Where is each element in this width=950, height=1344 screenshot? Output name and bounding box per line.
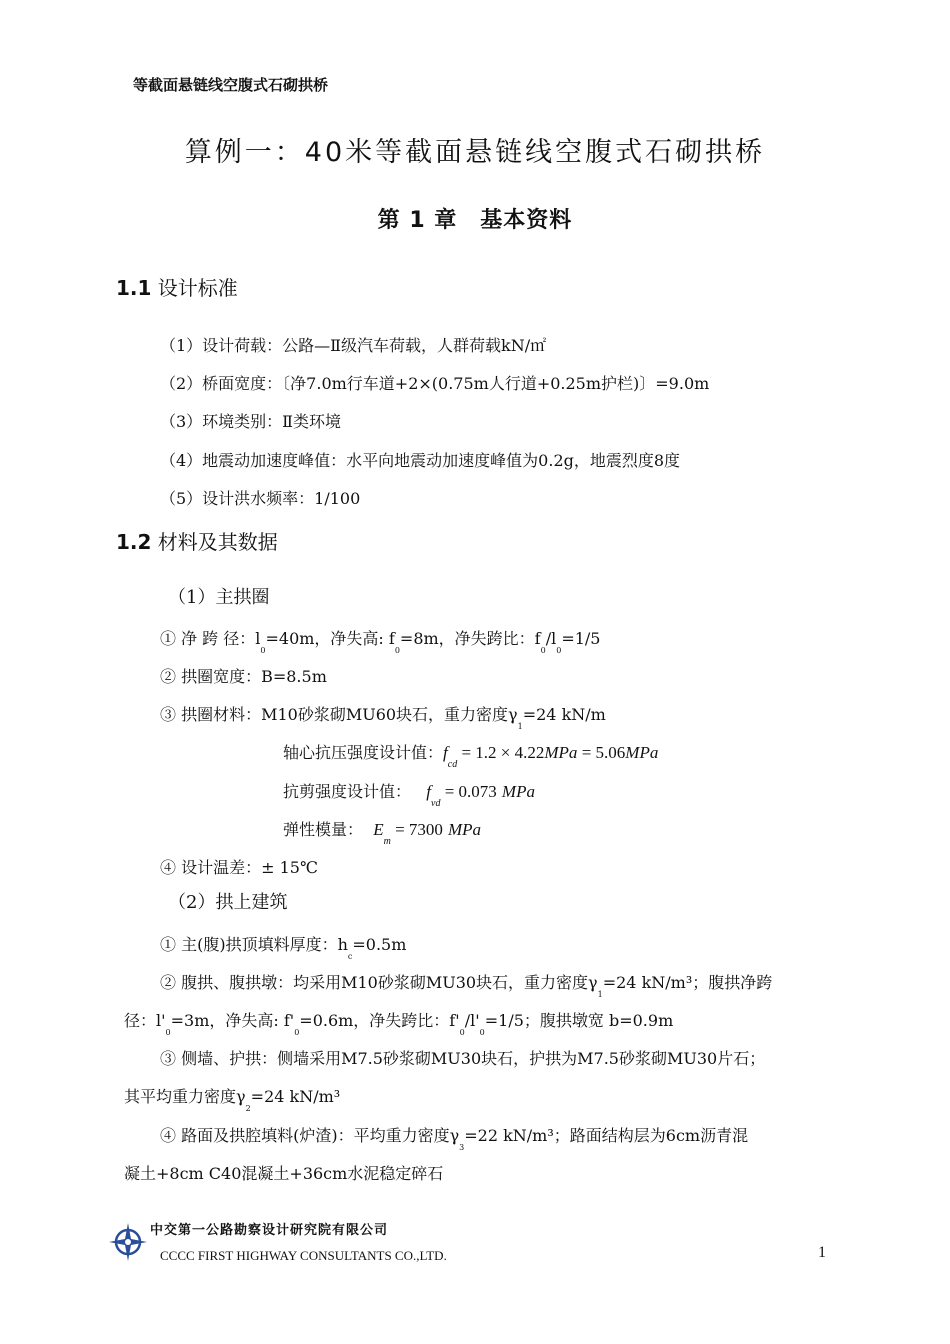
standard-item-3: （3）环境类别：Ⅱ类环境 xyxy=(160,412,342,431)
side-wall-density-line: 其平均重力密度$\gamma_2=24$ kN/m³ xyxy=(124,1087,341,1113)
arch-width-line: ② 拱圈宽度：B=8.5m xyxy=(160,667,327,686)
web-arch-line: ② 腹拱、腹拱墩：均采用M10砂浆砌MU30块石，重力密度$\gamma_1=24$ kN/m³；腹拱净跨 xyxy=(160,973,773,999)
standard-item-2: （2）桥面宽度：〔净7.0m行车道+2×(0.75m人行道+0.25m护栏)〕=9.0m xyxy=(160,374,710,393)
subheading-main-arch: （1）主拱圈 xyxy=(168,587,270,608)
chapter-heading: 第 1 章 基本资料 xyxy=(377,208,573,233)
section-heading-1-2: 1.2 材料及其数据 xyxy=(116,530,278,554)
em-formula: 弹性模量： $E_m = 7300$ MPa xyxy=(283,820,482,847)
arch-material-line: ③ 拱圈材料：M10砂浆砌MU60块石，重力密度$\gamma_1=24$ kN/m xyxy=(160,705,606,731)
page-number: 1 xyxy=(818,1244,826,1261)
standard-item-5: （5）设计洪水频率：1/100 xyxy=(160,489,361,508)
running-header: 等截面悬链线空腹式石砌拱桥 xyxy=(133,76,329,94)
standard-item-4: （4）地震动加速度峰值：水平向地震动加速度峰值为0.2g，地震烈度8度 xyxy=(160,451,681,470)
fvd-formula: 抗剪强度设计值： $f_{vd} = 0.073$ MPa xyxy=(283,782,535,809)
subheading-superstructure: （2）拱上建筑 xyxy=(168,892,288,913)
fcd-formula: 轴心抗压强度设计值：$f_{cd} = 1.2 \times 4.22MPa = 5.06MPa$ xyxy=(283,743,659,770)
company-name-en: CCCC FIRST HIGHWAY CONSULTANTS CO.,LTD. xyxy=(160,1248,447,1263)
section-heading-1-1: 1.1 设计标准 xyxy=(116,276,238,300)
arch-span-line: ① 净 跨 径：$l_0=40m$，净失高: $f_0=8m$，净失跨比：$f_0/l_0=1/5$ xyxy=(160,629,601,655)
road-structure-line: 凝土+8cm C40混凝土+36cm水泥稳定碎石 xyxy=(124,1164,444,1183)
compass-star-logo-icon xyxy=(108,1222,148,1262)
company-name-cn: 中交第一公路勘察设计研究院有限公司 xyxy=(150,1223,389,1238)
web-arch-span-line: 径：$l'_0=3m$，净失高: $f'_0=0.6m$，净失跨比：$f'_0/l'_0=1/5$；腹拱墩宽 b=0.9m xyxy=(124,1011,674,1037)
standard-item-1: （1）设计荷载：公路—Ⅱ级汽车荷载，人群荷载kN/㎡ xyxy=(160,336,547,355)
fill-thickness-line: ① 主(腹)拱顶填料厚度：$h_c=0.5m$ xyxy=(160,935,407,961)
temp-diff-line: ④ 设计温差：± 15℃ xyxy=(160,858,318,877)
page-title: 算例一：40米等截面悬链线空腹式石砌拱桥 xyxy=(184,137,766,168)
side-wall-line: ③ 侧墙、护拱：侧墙采用M7.5砂浆砌MU30块石，护拱为M7.5砂浆砌MU30片石； xyxy=(160,1049,766,1068)
road-fill-line: ④ 路面及拱腔填料(炉渣)：平均重力密度$\gamma_3=22$ kN/m³；路面结构层为6cm沥青混 xyxy=(160,1126,749,1152)
